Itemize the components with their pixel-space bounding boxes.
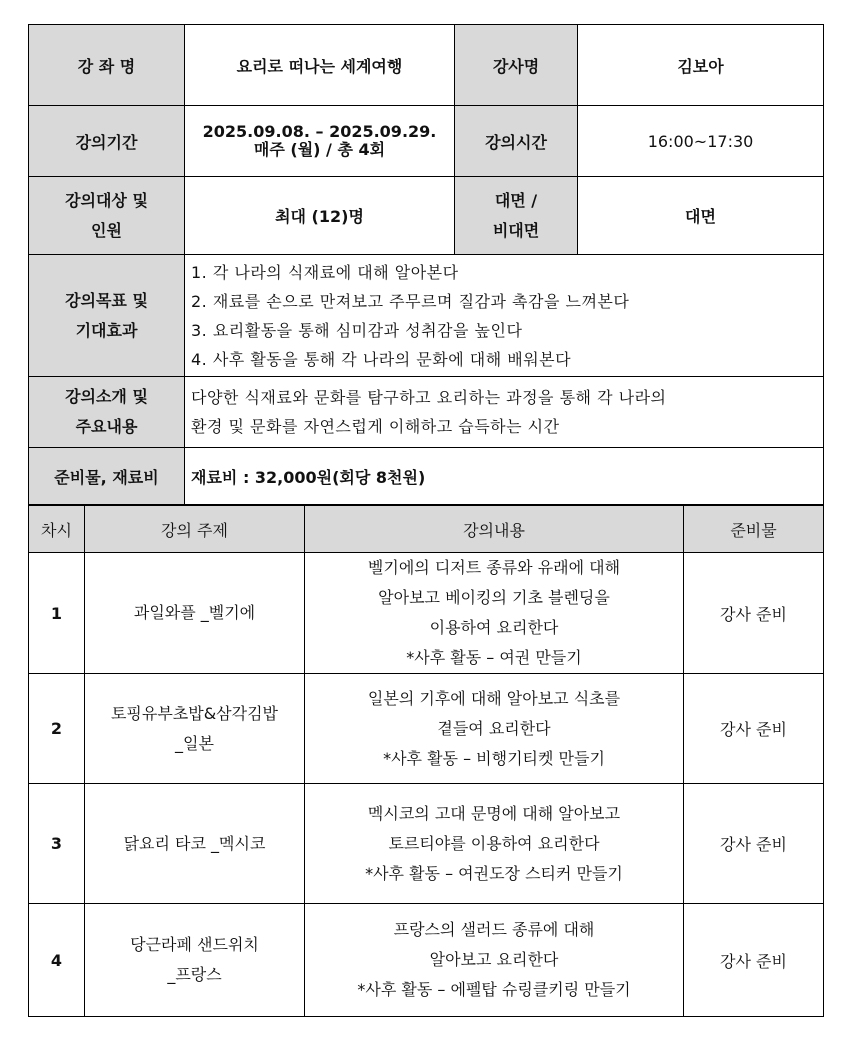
- goal-item: 1. 각 나라의 식재료에 대해 알아본다: [191, 262, 459, 282]
- content-line: 토르티야를 이용하여 요리한다: [388, 833, 600, 853]
- row-materials: [29, 448, 824, 505]
- content-line: *사후 활동 – 여권 만들기: [406, 648, 582, 667]
- goals-list: [185, 255, 824, 377]
- period-value: [185, 106, 455, 177]
- goal-item: 2. 재료를 손으로 만져보고 주무르며 질감과 촉감을 느껴본다: [191, 291, 630, 311]
- session-header: 차시: [29, 506, 85, 553]
- session-number: 1: [29, 553, 85, 674]
- mode-label: [455, 177, 578, 255]
- content-line: 프랑스의 샐러드 종류에 대해: [393, 920, 595, 939]
- content-line: 곁들여 요리한다: [437, 718, 551, 738]
- intro-text: [185, 377, 824, 448]
- intro-label-line-1: 강의소개 및: [65, 387, 148, 406]
- table-row: [29, 784, 824, 904]
- row-goals: [29, 255, 824, 377]
- content-header: 강의내용: [305, 506, 684, 553]
- period-line-2: 매주 (월) / 총 4회: [253, 140, 386, 159]
- intro-line: 환경 및 문화를 자연스럽게 이해하고 습득하는 시간: [191, 417, 560, 436]
- goals-label-line-2: 기대효과: [75, 320, 138, 340]
- period-line-1: 2025.09.08. – 2025.09.29.: [202, 122, 437, 141]
- row-target: [29, 177, 824, 255]
- goal-item: 4. 사후 활동을 통해 각 나라의 문화에 대해 배워본다: [191, 349, 572, 369]
- topic-line: 토핑유부초밥&삼각김밥: [110, 703, 279, 723]
- topic-line: _일본: [175, 733, 214, 753]
- target-label-line-1: 강의대상 및: [65, 190, 148, 210]
- content-line: *사후 활동 – 에펠탑 슈링클키링 만들기: [357, 980, 631, 999]
- course-name-value: 요리로 떠나는 세계여행: [185, 25, 455, 106]
- intro-line: 다양한 식재료와 문화를 탐구하고 요리하는 과정을 통해 각 나라의: [191, 388, 667, 407]
- session-prep: 강사 준비: [684, 784, 824, 904]
- session-content: [305, 553, 684, 674]
- goals-label: [29, 255, 185, 377]
- content-line: 일본의 기후에 대해 알아보고 식초를: [367, 688, 621, 708]
- topic-line: _프랑스: [167, 965, 222, 984]
- materials-label: 준비물, 재료비: [29, 448, 185, 505]
- goals-label-line-1: 강의목표 및: [65, 290, 148, 310]
- session-prep: 강사 준비: [684, 674, 824, 784]
- topic-line: 당근라페 샌드위치: [130, 935, 259, 954]
- row-intro: [29, 377, 824, 448]
- session-content: [305, 904, 684, 1017]
- content-line: 알아보고 베이킹의 기초 블렌딩을: [378, 588, 610, 607]
- mode-value: 대면: [578, 177, 824, 255]
- target-value: 최대 (12)명: [185, 177, 455, 255]
- row-period: [29, 106, 824, 177]
- mode-label-line-1: 대면 /: [494, 190, 538, 210]
- session-prep: 강사 준비: [684, 904, 824, 1017]
- content-line: 알아보고 요리한다: [429, 950, 559, 969]
- session-number: 4: [29, 904, 85, 1017]
- topic-line: 닭요리 타코 _멕시코: [123, 833, 266, 853]
- time-value: 16:00~17:30: [578, 106, 824, 177]
- table-row: [29, 674, 824, 784]
- session-content: [305, 784, 684, 904]
- topic-header: 강의 주제: [85, 506, 305, 553]
- content-line: 벨기에의 디저트 종류와 유래에 대해: [367, 558, 621, 577]
- content-line: 멕시코의 고대 문명에 대해 알아보고: [367, 803, 621, 823]
- intro-label: [29, 377, 185, 448]
- instructor-value: 김보아: [578, 25, 824, 106]
- materials-value: 재료비 : 32,000원(회당 8천원): [185, 448, 824, 505]
- table-row: [29, 553, 824, 674]
- session-topic: [85, 674, 305, 784]
- content-line: *사후 활동 – 비행기티켓 만들기: [383, 748, 605, 768]
- content-line: 이용하여 요리한다: [429, 618, 559, 637]
- table-row: [29, 904, 824, 1017]
- topic-line: 과일와플 _벨기에: [133, 603, 256, 622]
- target-label: [29, 177, 185, 255]
- target-label-line-2: 인원: [91, 220, 122, 240]
- schedule-table: [28, 505, 824, 1017]
- goal-item: 3. 요리활동을 통해 심미감과 성취감을 높인다: [191, 320, 523, 340]
- instructor-label: 강사명: [455, 25, 578, 106]
- prep-header: 준비물: [684, 506, 824, 553]
- session-topic: [85, 553, 305, 674]
- row-course-name: [29, 25, 824, 106]
- time-label: 강의시간: [455, 106, 578, 177]
- session-content: [305, 674, 684, 784]
- session-number: 3: [29, 784, 85, 904]
- mode-label-line-2: 비대면: [492, 220, 540, 240]
- session-topic: [85, 784, 305, 904]
- period-label: 강의기간: [29, 106, 185, 177]
- session-prep: 강사 준비: [684, 553, 824, 674]
- session-number: 2: [29, 674, 85, 784]
- session-topic: [85, 904, 305, 1017]
- content-line: *사후 활동 – 여권도장 스티커 만들기: [365, 863, 623, 883]
- course-info-table: [28, 24, 824, 505]
- schedule-header-row: [29, 506, 824, 553]
- intro-label-line-2: 주요내용: [75, 417, 138, 436]
- course-name-label: 강 좌 명: [29, 25, 185, 106]
